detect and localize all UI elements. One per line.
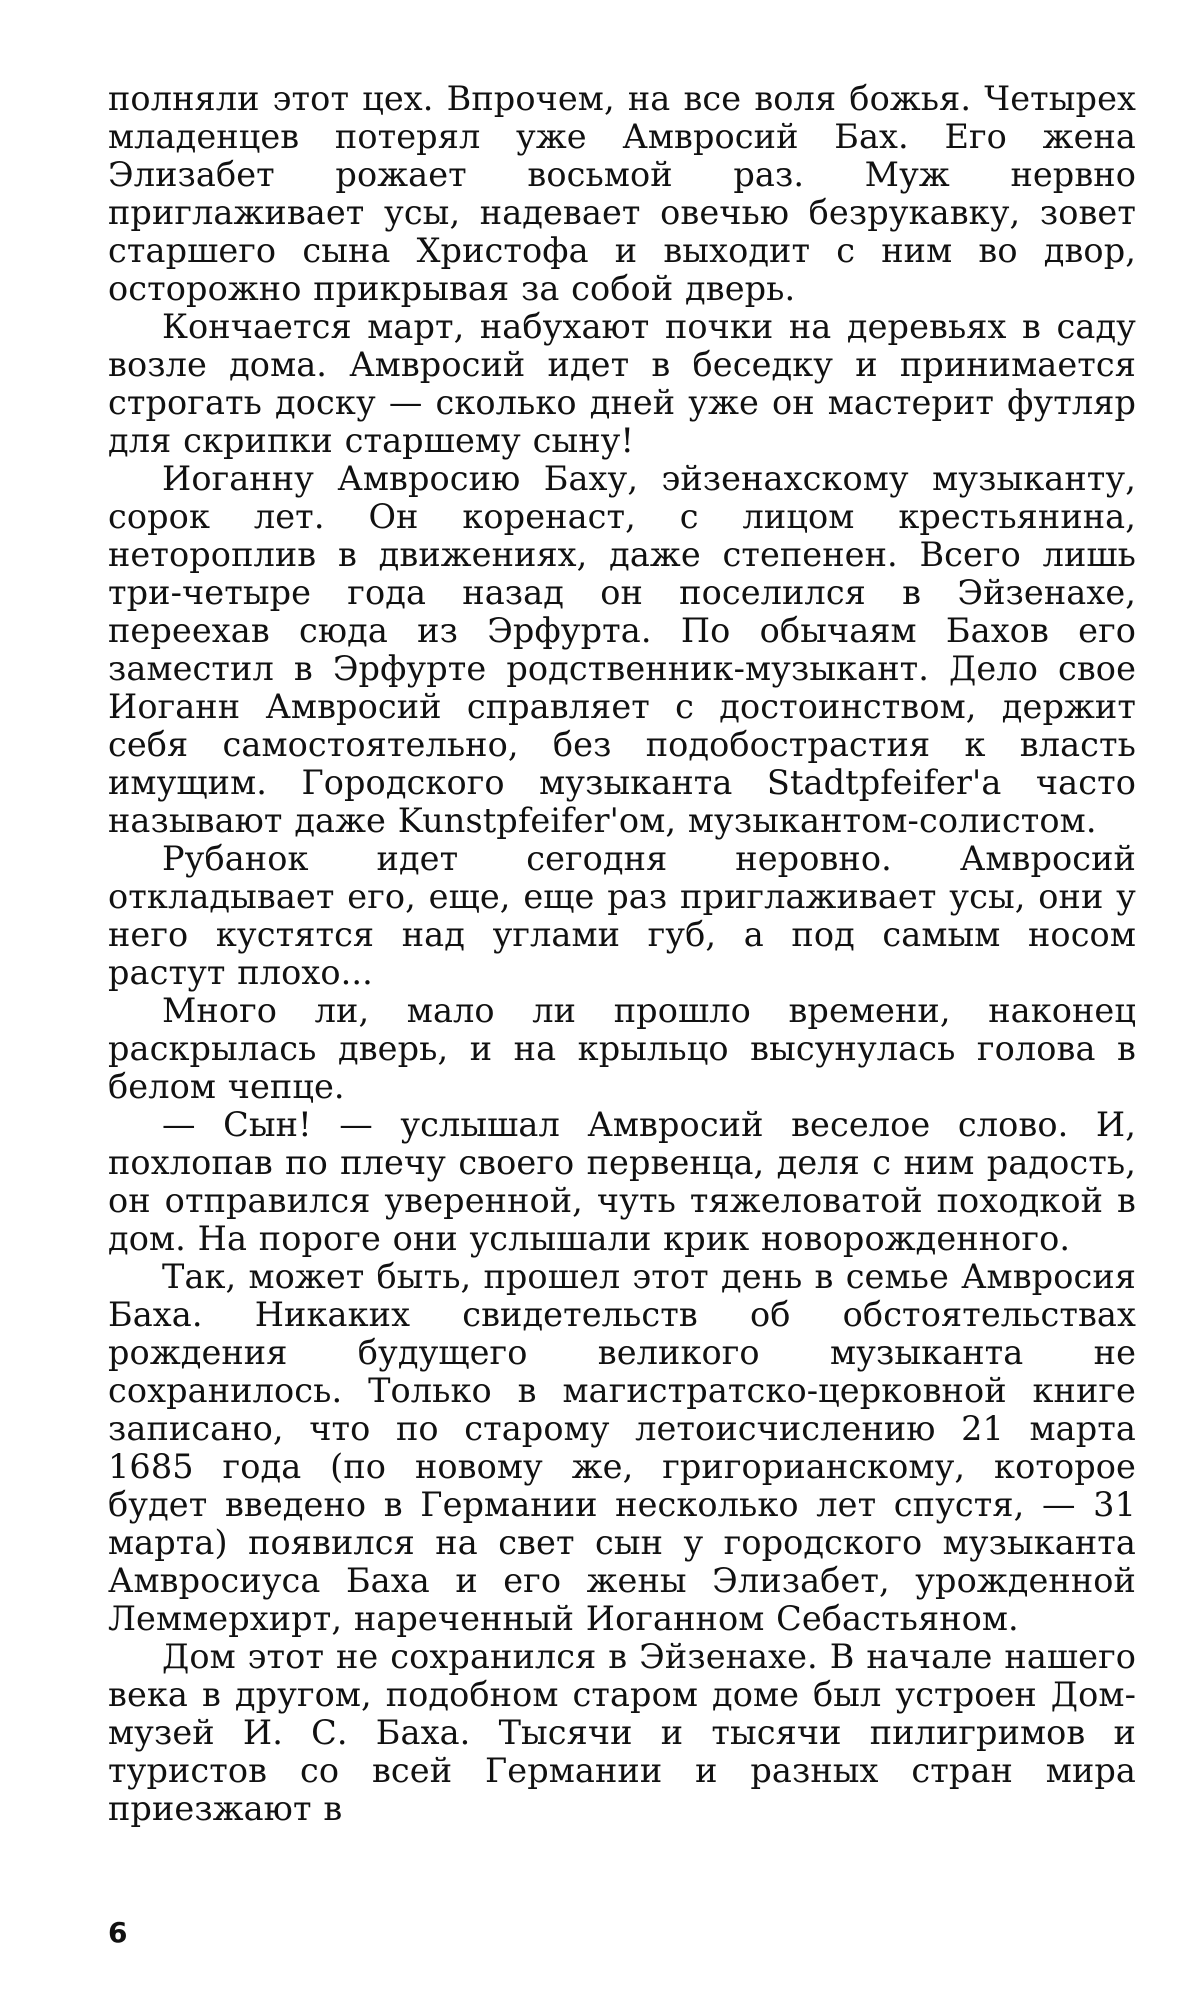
paragraph-4: Рубанок идет сегодня неровно. Амвросий откладывает его, еще, еще раз приглаживает усы, они у него кустятся над углами губ, а под самым носом растут плохо...	[108, 839, 1136, 992]
page-body	[108, 80, 1136, 1828]
page-number: 6	[108, 1916, 128, 1949]
paragraph-3: Иоганну Амвросию Баху, эйзенахскому музыканту, сорок лет. Он коренаст, с лицом крестьянина, нетороплив в движениях, даже степенен. Всего лишь три-четыре года назад он поселился в Эйзенахе, переехав сюда из Эрфурта. По обычаям Бахов его заместил в Эрфурте родственник-музыкант. Дело свое Иоганн Амвросий справляет с достоинством, держит себя самостоятельно, без подобострастия к власть имущим. Городского музыканта Stadtpfeifer'а часто называют даже Kunstpfeifer'ом, музыкантом-солистом.	[108, 459, 1136, 840]
paragraph-8: Дом этот не сохранился в Эйзенахе. В начале нашего века в другом, подобном старом доме был устроен Дом-музей И. С. Баха. Тысячи и тысячи пилигримов и туристов со всей Германии и разных стран мира приезжают в	[108, 1637, 1136, 1828]
paragraph-2: Кончается март, набухают почки на деревьях в саду возле дома. Амвросий идет в беседку и принимается строгать доску — сколько дней уже он мастерит футляр для скрипки старшему сыну!	[108, 307, 1136, 460]
paragraph-7: Так, может быть, прошел этот день в семье Амвросия Баха. Никаких свидетельств об обстоятельствах рождения будущего великого музыканта не сохранилось. Только в магистратско-церковной книге записано, что по старому летоисчислению 21 марта 1685 года (по новому же, григорианскому, которое будет введено в Германии несколько лет спустя, — 31 марта) появился на свет сын у городского музыканта Амвросиуса Баха и его жены Элизабет, урожденной Леммерхирт, нареченный Иоганном Себастьяном.	[108, 1257, 1136, 1638]
paragraph-5: Много ли, мало ли прошло времени, наконец раскрылась дверь, и на крыльцо высунулась голова в белом чепце.	[108, 991, 1136, 1106]
paragraph-1: полняли этот цех. Впрочем, на все воля божья. Четырех младенцев потерял уже Амвросий Бах. Его жена Элизабет рожает восьмой раз. Муж нервно приглаживает усы, надевает овечью безрукавку, зовет старшего сына Христофа и выходит с ним во двор, осторожно прикрывая за собой дверь.	[108, 79, 1136, 308]
paragraph-6: — Сын! — услышал Амвросий веселое слово. И, похлопав по плечу своего первенца, деля с ним радость, он отправился уверенной, чуть тяжеловатой походкой в дом. На пороге они услышали крик новорожденного.	[108, 1105, 1136, 1258]
